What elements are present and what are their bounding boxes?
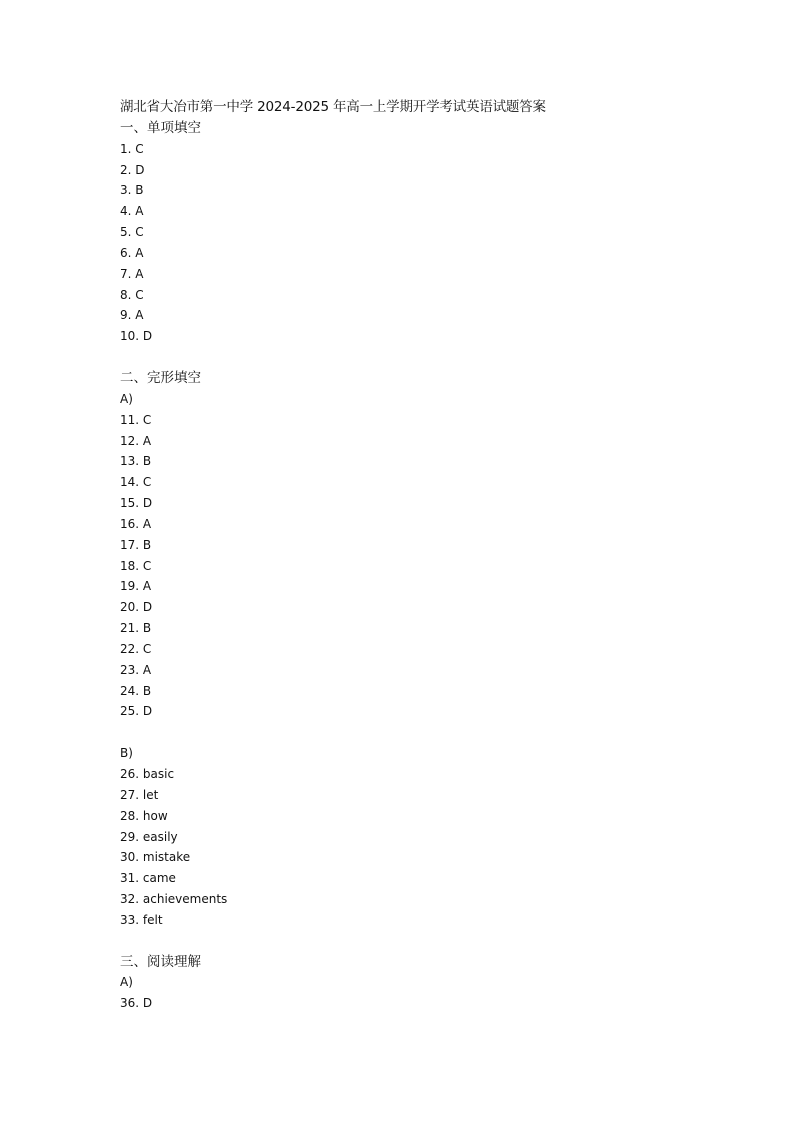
answer-item: 26. basic xyxy=(120,767,175,781)
answer-item: 16. A xyxy=(120,516,152,531)
answer-item: 15. D xyxy=(120,496,153,511)
answer-item: 6. A xyxy=(120,245,144,260)
document-title: 湖北省大冶市第一中学 2024-2025 年高一上学期开学考试英语试题答案 xyxy=(120,99,546,115)
answer-item: 9. A xyxy=(120,308,144,323)
answer-item: 27. let xyxy=(120,787,159,802)
answer-item: 8. C xyxy=(120,287,144,302)
answer-item: 28. how xyxy=(120,808,168,823)
section-heading-single-choice: 一、单项填空 xyxy=(120,119,201,136)
answer-list-cloze-b xyxy=(120,764,720,931)
answer-item: 4. A xyxy=(120,204,144,219)
answer-item: 12. A xyxy=(120,433,152,448)
answer-item: 33. felt xyxy=(120,912,163,927)
spacer xyxy=(120,347,720,368)
answer-item: 19. A xyxy=(120,579,152,594)
part-label-a: A) xyxy=(120,391,133,406)
answer-item: 31. came xyxy=(120,871,176,886)
answer-item: 13. B xyxy=(120,454,152,469)
answer-item: 25. D xyxy=(120,704,153,719)
spacer xyxy=(120,722,720,743)
answer-item: 20. D xyxy=(120,600,153,615)
section-heading-reading: 三、阅读理解 xyxy=(120,953,201,970)
answer-list-reading-a xyxy=(120,993,720,1014)
answer-item: 30. mistake xyxy=(120,850,191,865)
answer-item: 21. B xyxy=(120,621,152,636)
answer-list-single-choice xyxy=(120,139,720,347)
answer-item: 22. C xyxy=(120,641,152,656)
answer-item: 11. C xyxy=(120,412,152,427)
answer-item: 24. B xyxy=(120,683,152,698)
answer-item: 10. D xyxy=(120,329,153,344)
answer-item: 2. D xyxy=(120,162,145,177)
answer-item: 29. easily xyxy=(120,829,178,844)
spacer xyxy=(120,931,720,952)
answer-list-cloze-a xyxy=(120,410,720,723)
part-label-a: A) xyxy=(120,975,133,990)
answer-item: 36. D xyxy=(120,996,153,1011)
section-heading-cloze: 二、完形填空 xyxy=(120,369,201,386)
answer-item: 18. C xyxy=(120,558,152,573)
answer-item: 14. C xyxy=(120,475,152,490)
answer-document xyxy=(120,97,720,1014)
answer-item: 5. C xyxy=(120,225,144,240)
answer-item: 32. achievements xyxy=(120,892,228,907)
answer-item: 1. C xyxy=(120,141,144,156)
answer-item: 17. B xyxy=(120,537,152,552)
answer-item: 7. A xyxy=(120,266,144,281)
answer-item: 23. A xyxy=(120,662,152,677)
part-label-b: B) xyxy=(120,746,133,761)
answer-item: 3. B xyxy=(120,183,144,198)
